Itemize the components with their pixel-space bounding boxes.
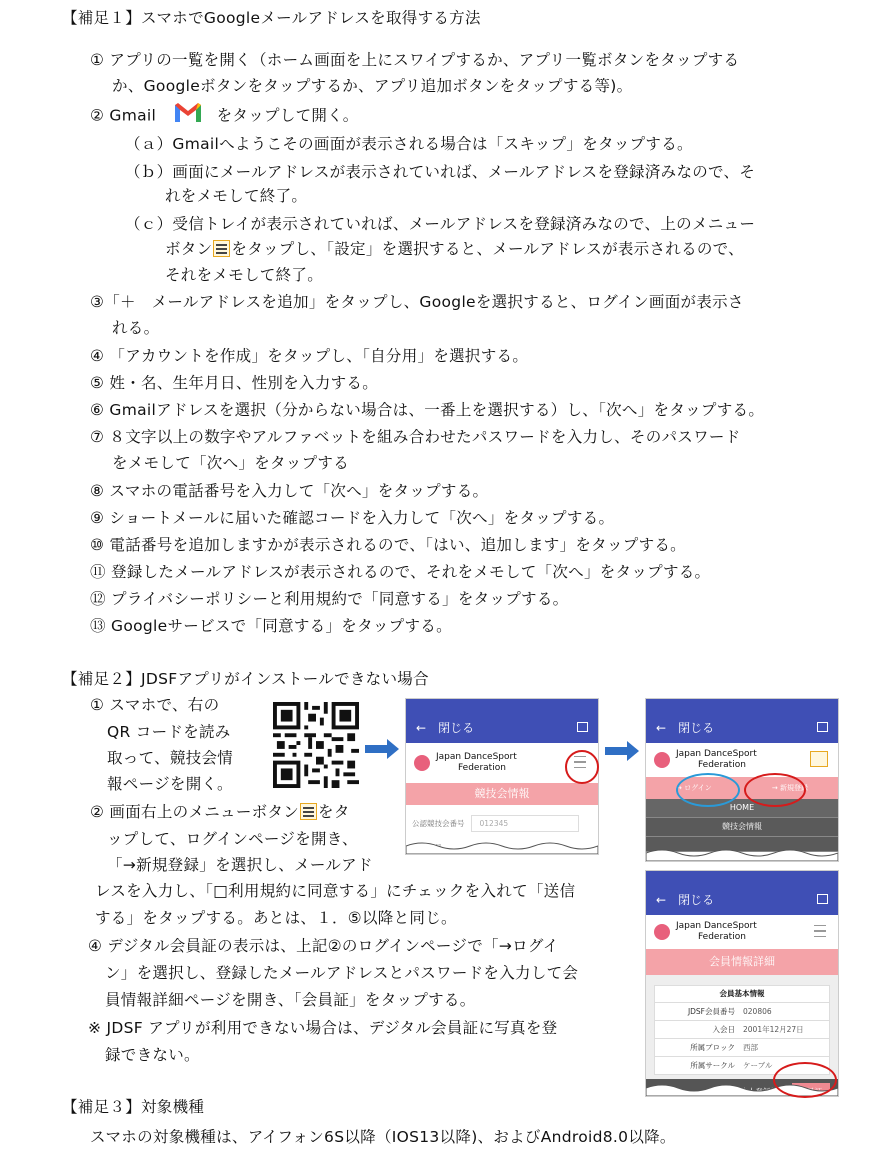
s2-digital-line3: 員情報詳細ページを開き、「会員証」をタップする。 [105,991,476,1009]
s1-step8: ⑧ スマホの電話番号を入力して「次へ」をタップする。 [90,482,489,500]
section2-title: 【補足２】JDSFアプリがインストールできない場合 [62,670,429,688]
s1-step2-b2: れをメモして終了。 [165,187,308,205]
table-row [655,1038,829,1056]
competition-number-field[interactable]: 012345 [471,815,579,832]
table-row [655,1020,829,1038]
jdsf-flower-logo [654,924,670,940]
nav-competition-info[interactable]: 競技会情報 [646,818,838,837]
section1-title: 【補足１】スマホでGoogleメールアドレスを取得する方法 [62,9,481,27]
s2-menu-line1 [90,799,350,825]
s1-step10: ⑩ 電話番号を追加しますかが表示されるので、「はい、追加します」をタップする。 [90,536,686,554]
s1-step2-post: をタップして開く。 [216,106,359,125]
s1-step3-line1: ③「＋ メールアドレスを追加」をタップし、Googleを選択すると、ログイン画面が表示さ [90,293,744,311]
phone-header [406,711,598,743]
hamburger-icon [814,925,826,937]
member-field-value: ケーブル [743,1061,773,1070]
arrow-right-icon [605,740,641,762]
phone-header: ← 閉じる [646,711,838,743]
member-field-label: 入会日 [712,1025,735,1034]
s1-step9: ⑨ ショートメールに届いた確認コードを入力して「次へ」をタップする。 [90,509,615,527]
member-table-title: 会員基本情報 [719,989,765,998]
banner-member-detail: 会員情報詳細 [646,949,838,975]
highlight-circle-member-card [773,1062,837,1098]
wavy-edge [646,847,838,861]
s1-step11: ⑪ 登録したメールアドレスが表示されるので、それをメモして「次へ」をタップする。 [90,563,711,581]
s2-qr-line2: QR コードを読み [107,723,231,741]
member-field-value: 020806 [743,1007,772,1016]
arrow-right-icon [365,738,401,760]
phone-screenshot-login [645,698,839,862]
s2-m1-post: をタ [318,803,350,821]
menu-icon [300,803,317,820]
form-row: 公認競技会番号 012345 [406,805,598,842]
s2-qr-line1: ① スマホで、右の [90,696,220,714]
s2-digital-line2: ン」を選択し、登録したメールアドレスとパスワードを入力して会 [105,964,579,982]
menu-icon[interactable] [810,751,828,767]
qr-code [272,702,360,788]
s1-step2-c3: それをメモして終了。 [165,266,324,284]
s3-body: スマホの対象機種は、アイフォン6S以降（IOS13以降)、およびAndroid8.0以降。 [90,1128,676,1146]
s2-note-line1: ※ JDSF アプリが利用できない場合は、デジタル会員証に写真を登 [88,1019,558,1037]
gmail-icon [173,101,203,131]
s2-qr-line3: 取って、競技会情 [107,749,234,767]
s1-step7-line2: をメモして「次へ」をタップする [112,454,350,472]
s2-menu-line3: 「→新規登録」を選択し、メールアド [107,856,373,874]
member-field-label: 所属サークル [690,1061,735,1070]
s1-step1-line1: ① アプリの一覧を開く（ホーム画面を上にスワイプするか、アプリ一覧ボタンをタップする [90,51,740,69]
s1-step2-pre: ② Gmail [90,106,157,125]
login-button[interactable]: → ログイン [676,784,712,792]
jdsf-flower-logo [654,752,670,768]
window-icon [817,894,828,904]
s2-note-line2: 録できない。 [105,1046,200,1064]
jdsf-logo: Japan DanceSport Federation [406,743,598,783]
s1-step2-a: （ａ）Gmailへようこその画面が表示される場合は「スキップ」をタップする。 [125,135,693,153]
table-row [655,1002,829,1020]
member-field-label: JDSF会員番号 [687,1007,735,1016]
s1-c2-pre: ボタン [165,240,213,258]
highlight-circle-login [676,773,740,807]
s1-step1-line2: か、Googleボタンをタップするか、アプリ追加ボタンをタップする等)。 [112,77,633,95]
s1-step2-b1: （ｂ）画面にメールアドレスが表示されていれば、メールアドレスを登録済みなので、そ [125,163,756,181]
back-arrow-text: ← 閉じる [416,720,475,735]
jdsf-flower-logo [414,755,430,771]
window-icon [817,722,828,732]
member-field-label: 所属ブロック [690,1043,735,1052]
phone-header: ← 閉じる [646,883,838,915]
s2-menu-line5: する」をタップする。あとは、１．⑤以降と同じ。 [95,909,457,927]
s1-step2 [90,101,359,131]
menu-icon [213,240,230,257]
s2-m1-pre: ② 画面右上のメニューボタン [90,803,300,821]
auth-bar [646,777,838,799]
highlight-circle-register [744,773,806,807]
s1-step3-line2: れる。 [112,319,160,337]
s1-step12: ⑫ プライバシーポリシーと利用規約で「同意する」をタップする。 [90,590,569,608]
window-icon [577,722,588,732]
s1-step13: ⑬ Googleサービスで「同意する」をタップする。 [90,617,452,635]
wavy-edge [406,840,598,854]
s1-c2-post: をタップし、「設定」を選択すると、メールアドレスが表示されるので、 [231,240,744,258]
s2-menu-line2: ップして、ログインページを開き、 [107,830,358,848]
nav-home[interactable]: HOME [646,799,838,818]
s1-step7-line1: ⑦ ８文字以上の数字やアルファベットを組み合わせたパスワードを入力し、そのパスワード [90,428,741,446]
section3-title: 【補足３】対象機種 [62,1098,205,1116]
s1-step6: ⑥ Gmailアドレスを選択（分からない場合は、一番上を選択する）し、「次へ」をタップする。 [90,401,765,419]
s1-step5: ⑤ 姓・名、生年月日、性別を入力する。 [90,374,379,392]
s1-step2-c1: （ｃ）受信トレイが表示されていれば、メールアドレスを登録済みなので、上のメニュー [125,215,756,233]
highlight-circle-menu [565,750,599,784]
member-field-value: 西部 [743,1043,758,1052]
s1-step4: ④ 「アカウントを作成」をタップし、「自分用」を選択する。 [90,347,529,365]
member-field-value: 2001年12月27日 [743,1025,804,1034]
s2-qr-line4: 報ページを開く。 [107,775,233,793]
s1-step2-c2 [165,236,744,262]
jdsf-logo: Japan DanceSport Federation [646,743,838,777]
s2-menu-line4: レスを入力し、「□利用規約に同意する」にチェックを入れて「送信 [95,882,576,900]
register-button[interactable]: → 新規登録 [771,784,808,792]
banner-competition: 競技会情報 [406,783,598,805]
jdsf-logo: Japan DanceSport Federation [646,915,838,949]
s2-digital-line1: ④ デジタル会員証の表示は、上記②のログインページで「→ログイ [88,937,559,955]
